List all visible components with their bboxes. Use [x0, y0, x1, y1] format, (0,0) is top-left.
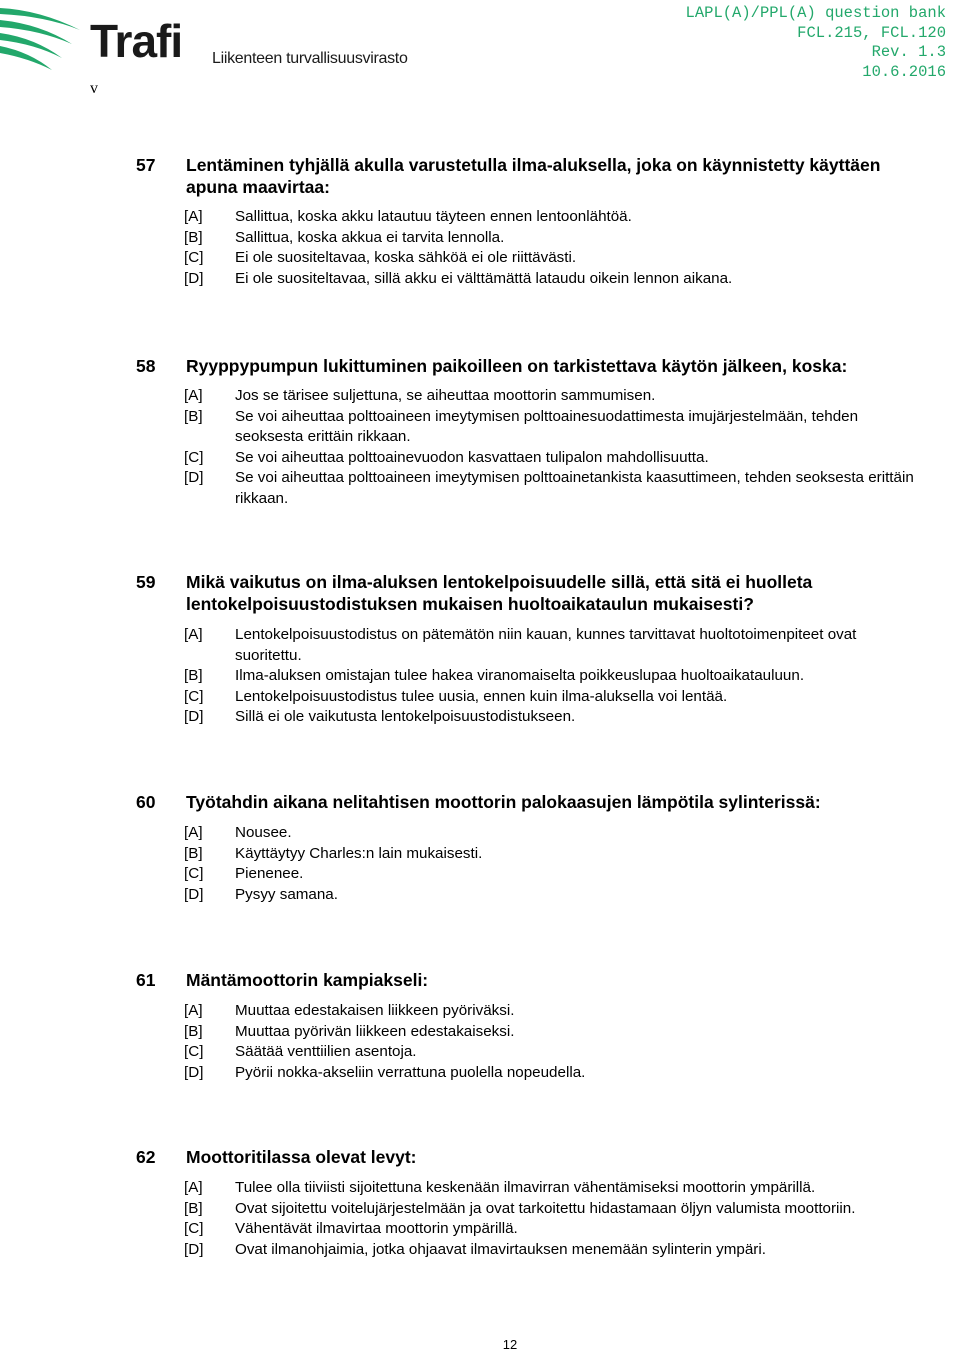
option-letter: [A] — [184, 1002, 203, 1019]
question-number: 58 — [136, 356, 156, 376]
option-text: Pysyy samana. — [235, 885, 338, 903]
option-d — [0, 468, 925, 509]
option-a — [0, 1178, 925, 1199]
option-text: Pienenee. — [235, 865, 304, 882]
question-text: Mäntämoottorin kampiakseli: — [186, 970, 429, 990]
option-c — [0, 1219, 925, 1240]
question-number: 62 — [136, 1147, 156, 1167]
option-text: Se voi aiheuttaa polttoaineen imeytymisen polttoainesuodattimesta imujärjestelmään, tehden seoksesta erittäin rikkaan. — [235, 407, 859, 445]
option-letter: [B] — [184, 1022, 203, 1040]
option-text: Vähentävät ilmavirtaa moottorin ympärillä. — [235, 1220, 518, 1237]
option-text: Se voi aiheuttaa polttoainevuodon kasvattaen tulipalon mahdollisuutta. — [235, 448, 709, 466]
option-text: Sallittua, koska akku latautuu täyteen ennen lentoonlähtöä. — [235, 208, 632, 225]
option-text: Muuttaa pyörivän liikkeen edestakaiseksi. — [235, 1022, 515, 1040]
option-letter: [C] — [184, 448, 204, 466]
option-b — [0, 407, 925, 448]
trafi-logo — [0, 0, 420, 80]
logo-name: Trafi — [90, 15, 183, 67]
question-number: 59 — [136, 572, 156, 592]
option-letter: [D] — [184, 708, 204, 725]
option-letter: [B] — [184, 844, 203, 862]
option-text: Ilma-aluksen omistajan tulee hakea viranomaiselta poikkeuslupaa huoltoaikatauluun. — [235, 667, 805, 684]
logo-subtitle: Liikenteen turvallisuusvirasto — [212, 50, 408, 67]
option-text: Käyttäytyy Charles:n lain mukaisesti. — [235, 844, 483, 862]
question-number: 60 — [136, 792, 156, 812]
doc-date: 10.6.2016 — [862, 62, 946, 81]
option-letter: [A] — [184, 208, 203, 225]
option-letter: [C] — [184, 865, 204, 882]
option-c — [0, 687, 925, 708]
option-letter: [A] — [184, 1179, 203, 1196]
question-text: Työtahdin aikana nelitahtisen moottorin palokaasujen lämpötila sylinterissä: — [186, 792, 821, 812]
option-text: Pyörii nokka-akseliin verrattuna puolella nopeudella. — [235, 1063, 586, 1081]
option-letter: [B] — [184, 407, 203, 425]
option-letter: [C] — [184, 1043, 204, 1060]
option-a — [0, 386, 925, 407]
option-list — [0, 207, 925, 289]
option-text: Säätää venttiilien asentoja. — [235, 1043, 417, 1060]
option-b — [0, 1199, 925, 1220]
option-d — [0, 885, 925, 906]
trafi-swoosh-icon — [0, 0, 420, 80]
header-mark: v — [90, 80, 98, 97]
option-a — [0, 1001, 925, 1022]
question-text: Mikä vaikutus on ilma-aluksen lentokelpoisuudelle sillä, että sitä ei huolleta lentokelpoisuustodistuksen mukaisen huoltoaikataulun mukaisesti? — [186, 572, 813, 614]
option-text: Sallittua, koska akkua ei tarvita lennolla. — [235, 228, 505, 246]
option-c — [0, 248, 925, 269]
option-list — [0, 1178, 925, 1260]
option-text: Ei ole suositeltavaa, koska sähköä ei ole riittävästi. — [235, 249, 577, 266]
option-d — [0, 269, 925, 290]
option-list — [0, 625, 925, 728]
doc-title: LAPL(A)/PPL(A) question bank — [685, 4, 946, 22]
option-text: Ei ole suositeltavaa, sillä akku ei välttämättä lataudu oikein lennon aikana. — [235, 269, 733, 287]
option-d — [0, 1240, 925, 1261]
option-letter: [B] — [184, 228, 203, 246]
option-letter: [D] — [184, 1063, 204, 1081]
option-text: Muuttaa edestakaisen liikkeen pyöriväksi. — [235, 1002, 515, 1019]
option-b — [0, 228, 925, 249]
question-text: Moottoritilassa olevat levyt: — [186, 1147, 417, 1167]
option-c — [0, 448, 925, 469]
option-letter: [B] — [184, 1199, 203, 1217]
option-text: Nousee. — [235, 824, 292, 841]
option-letter: [A] — [184, 824, 203, 841]
option-d — [0, 1063, 925, 1084]
question-number: 61 — [136, 970, 156, 990]
option-letter: [D] — [184, 469, 204, 486]
page-number: 12 — [502, 1337, 518, 1352]
option-text: Tulee olla tiiviisti sijoitettuna keskenään ilmavirran vähentämiseksi moottorin ympärillä. — [235, 1179, 816, 1196]
option-letter: [A] — [184, 387, 203, 404]
option-c — [0, 1042, 925, 1063]
option-text: Ovat ilmanohjaimia, jotka ohjaavat ilmavirtauksen menemään sylinterin ympäri. — [235, 1240, 766, 1258]
option-text: Lentokelpoisuustodistus on pätemätön niin kauan, kunnes tarvittavat huoltotoimenpiteet ovat suoritettu. — [235, 626, 857, 664]
option-b — [0, 1022, 925, 1043]
option-letter: [D] — [184, 269, 204, 287]
option-text: Jos se tärisee suljettuna, se aiheuttaa moottorin sammumisen. — [235, 387, 656, 404]
option-text: Sillä ei ole vaikutusta lentokelpoisuustodistukseen. — [235, 708, 576, 725]
question-number: 57 — [136, 155, 156, 175]
option-letter: [C] — [184, 249, 204, 266]
option-text: Lentokelpoisuustodistus tulee uusia, ennen kuin ilma-aluksella voi lentää. — [235, 687, 728, 705]
option-c — [0, 864, 925, 885]
option-letter: [C] — [184, 687, 204, 705]
option-a — [0, 207, 925, 228]
document-header — [686, 4, 946, 82]
option-letter: [B] — [184, 667, 203, 684]
option-b — [0, 844, 925, 865]
option-text: Ovat sijoitettu voitelujärjestelmään ja ovat tarkoitettu hidastamaan öljyn valumista moottoriin. — [235, 1199, 856, 1217]
option-letter: [A] — [184, 626, 203, 643]
option-list — [0, 386, 925, 509]
option-letter: [C] — [184, 1220, 204, 1237]
option-list — [0, 823, 925, 905]
question-text: Ryyppypumpun lukittuminen paikoilleen on tarkistettava käytön jälkeen, koska: — [186, 356, 848, 376]
doc-codes: FCL.215, FCL.120 — [797, 23, 946, 42]
option-a — [0, 625, 925, 666]
option-list — [0, 1001, 925, 1083]
option-letter: [D] — [184, 1240, 204, 1258]
option-text: Se voi aiheuttaa polttoaineen imeytymisen polttoainetankista kaasuttimeen, tehden seoksesta erittäin rikkaan. — [235, 469, 914, 507]
option-b — [0, 666, 925, 687]
option-d — [0, 707, 925, 728]
doc-revision: Rev. 1.3 — [871, 43, 946, 61]
option-a — [0, 823, 925, 844]
question-text: Lentäminen tyhjällä akulla varustetulla ilma-aluksella, joka on käynnistetty käyttäen apuna maavirtaa: — [186, 155, 881, 197]
option-letter: [D] — [184, 885, 204, 903]
